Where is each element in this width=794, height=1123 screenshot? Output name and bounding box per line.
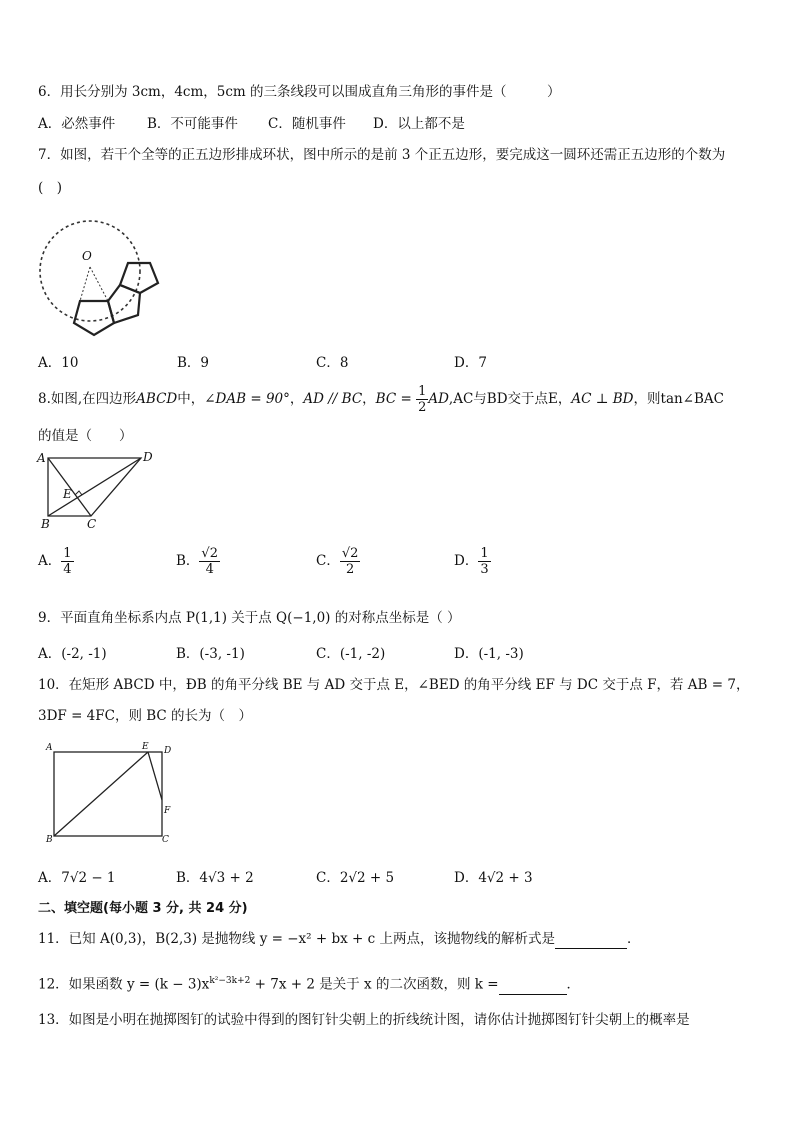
q7-pentagon-ring-figure <box>36 205 176 345</box>
q9-option-c: C．(-1, -2) <box>316 646 386 662</box>
q8-text-1: 8.如图,在四边形 <box>38 391 137 407</box>
q8-half-fraction: $\frac{1}{2}$ <box>418 384 427 415</box>
q8-abcd: ABCD <box>136 391 178 407</box>
q7-option-c: C．8 <box>316 355 349 371</box>
q8-label-c: C <box>87 517 97 531</box>
q10-option-b: B．4√3 + 2 <box>176 870 254 886</box>
q6-option-d: D．以上都不是 <box>373 116 465 132</box>
q7-stem: 7．如图，若干个全等的正五边形排成环状，图中所示的是前 3 个正五边形，要完成这一圆环还需正五边形的个数为 <box>38 147 726 163</box>
q7-label-o: O <box>82 249 92 263</box>
q13-stem: 13．如图是小明在抛掷图钉的试验中得到的图钉针尖朝上的折线统计图，请你估计抛掷图钉针尖朝上的概率是 <box>38 1012 690 1028</box>
q8-perp: AC ⊥ BD <box>571 391 634 407</box>
q8-option-b: B． $\frac{√2}{4}$ <box>176 546 218 577</box>
q8-quadrilateral-figure <box>36 450 166 532</box>
q9-stem: 9．平面直角坐标系内点 P(1,1) 关于点 Q(−1,0) 的对称点坐标是（ ） <box>38 610 461 626</box>
q10-label-a: A <box>46 743 53 753</box>
q10-label-e: E <box>142 742 149 752</box>
q8-option-a: A． $\frac{1}{4}$ <box>38 546 72 577</box>
q11-answer-blank[interactable] <box>555 930 627 949</box>
q8-label-a: A <box>37 451 46 465</box>
q8-stem <box>38 384 724 415</box>
section-2-heading: 二、填空题(每小题 3 分, 共 24 分) <box>38 901 248 916</box>
q8-option-d: D． $\frac{1}{3}$ <box>454 546 489 577</box>
q7-option-a: A．10 <box>38 355 79 371</box>
q10-label-f: F <box>164 806 171 816</box>
q8-label-d: D <box>143 450 153 464</box>
q10-label-b: B <box>46 835 53 845</box>
q8-ad: AD <box>428 391 449 407</box>
q8-stem-line2: 的值是（ ） <box>38 428 133 444</box>
q10-option-a: A．7√2 − 1 <box>38 870 116 886</box>
q8-angle: ∠DAB = 90° <box>204 391 290 407</box>
q8-text-3: ， <box>289 391 304 407</box>
q6-option-b: B．不可能事件 <box>147 116 238 132</box>
q10-option-d: D．4√2 + 3 <box>454 870 533 886</box>
q10-stem-line2: 3DF = 4FC，则 BC 的长为（ ） <box>38 708 253 724</box>
q10-stem-line1: 10．在矩形 ABCD 中，ÐB 的角平分线 BE 与 AD 交于点 E，∠BED 的角平分线 EF 与 DC 交于点 F，若 AB = 7， <box>38 677 750 693</box>
q9-option-d: D．(-1, -3) <box>454 646 524 662</box>
q7-option-d: D．7 <box>454 355 487 371</box>
q8-option-c: C． $\frac{√2}{2}$ <box>316 546 359 577</box>
q8-text-5: ,AC与BD交于点E， <box>448 391 572 407</box>
q12-answer-blank[interactable] <box>499 976 567 995</box>
q8-bc-eq: BC = <box>375 391 412 407</box>
q8-label-e: E <box>63 487 72 501</box>
q9-option-b: B．(-3, -1) <box>176 646 245 662</box>
q7-paren: ( ) <box>38 180 63 196</box>
q8-text-2: 中， <box>177 391 205 407</box>
q8-parallel: AD // BC <box>303 391 363 407</box>
q9-option-a: A．(-2, -1) <box>38 646 107 662</box>
q11-stem: 11．已知 A(0,3)，B(2,3) 是抛物线 y = −x² + bx + c 上两点，该抛物线的解析式是 ． <box>38 931 641 947</box>
q8-text-4: ， <box>362 391 376 407</box>
q6-option-c: C．随机事件 <box>268 116 346 132</box>
q6-stem: 6．用长分别为 3cm，4cm，5cm 的三条线段可以围成直角三角形的事件是（ ） <box>38 84 561 100</box>
q10-option-c: C．2√2 + 5 <box>316 870 395 886</box>
q8-label-b: B <box>41 517 50 531</box>
q12-stem: 12．如果函数 $y = (k - 3)x^{k^2-3k+2} + 7x + 2$ 是关于 x 的二次函数，则 k = ． <box>38 976 581 993</box>
q6-option-a: A．必然事件 <box>38 116 116 132</box>
q7-option-b: B．9 <box>177 355 210 371</box>
q10-rectangle-figure <box>40 740 180 850</box>
q10-label-c: C <box>162 835 169 845</box>
q10-label-d: D <box>164 746 172 756</box>
q8-text-6: ，则tan∠BAC <box>633 391 724 407</box>
q12-exponent: k²−3k+2 <box>209 976 251 986</box>
